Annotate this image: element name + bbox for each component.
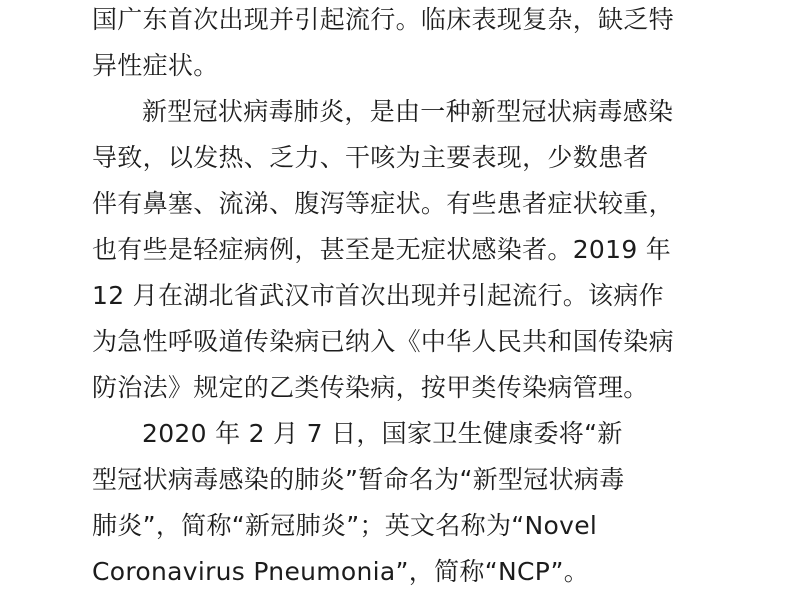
paragraph-2-line-7: 防治法》规定的乙类传染病，按甲类传染病管理。 — [92, 373, 649, 402]
paragraph-2-line-2: 导致，以发热、乏力、干咳为主要表现，少数患者 — [92, 143, 649, 172]
paragraph-3 — [92, 411, 652, 595]
paragraph-3-line-2: 型冠状病毒感染的肺炎”暂命名为“新型冠状病毒 — [92, 465, 625, 494]
paragraph-3-line-4: Coronavirus Pneumonia”，简称“NCP”。 — [92, 557, 590, 586]
paragraph-3-line-3: 肺炎”，简称“新冠肺炎”；英文名称为“Novel — [92, 511, 598, 540]
paragraph-2-line-3: 伴有鼻塞、流涕、腹泻等症状。有些患者症状较重， — [92, 189, 674, 218]
paragraph-1-line-2: 异性症状。 — [92, 51, 219, 80]
paragraph-3-line-1: 2020 年 2 月 7 日，国家卫生健康委将“新 — [142, 419, 623, 448]
paragraph-1-line-1: 国广东首次出现并引起流行。临床表现复杂，缺乏特 — [92, 5, 674, 34]
paragraph-2-line-6: 为急性呼吸道传染病已纳入《中华人民共和国传染病 — [92, 327, 674, 356]
document-body-text — [92, 0, 674, 595]
paragraph-2 — [92, 89, 674, 411]
paragraph-2-line-1: 新型冠状病毒肺炎，是由一种新型冠状病毒感染 — [142, 97, 674, 126]
paragraph-2-line-4: 也有些是轻症病例，甚至是无症状感染者。2019 年 — [92, 235, 672, 264]
paragraph-2-line-5: 12 月在湖北省武汉市首次出现并引起流行。该病作 — [92, 281, 664, 310]
paragraph-1 — [92, 0, 674, 89]
